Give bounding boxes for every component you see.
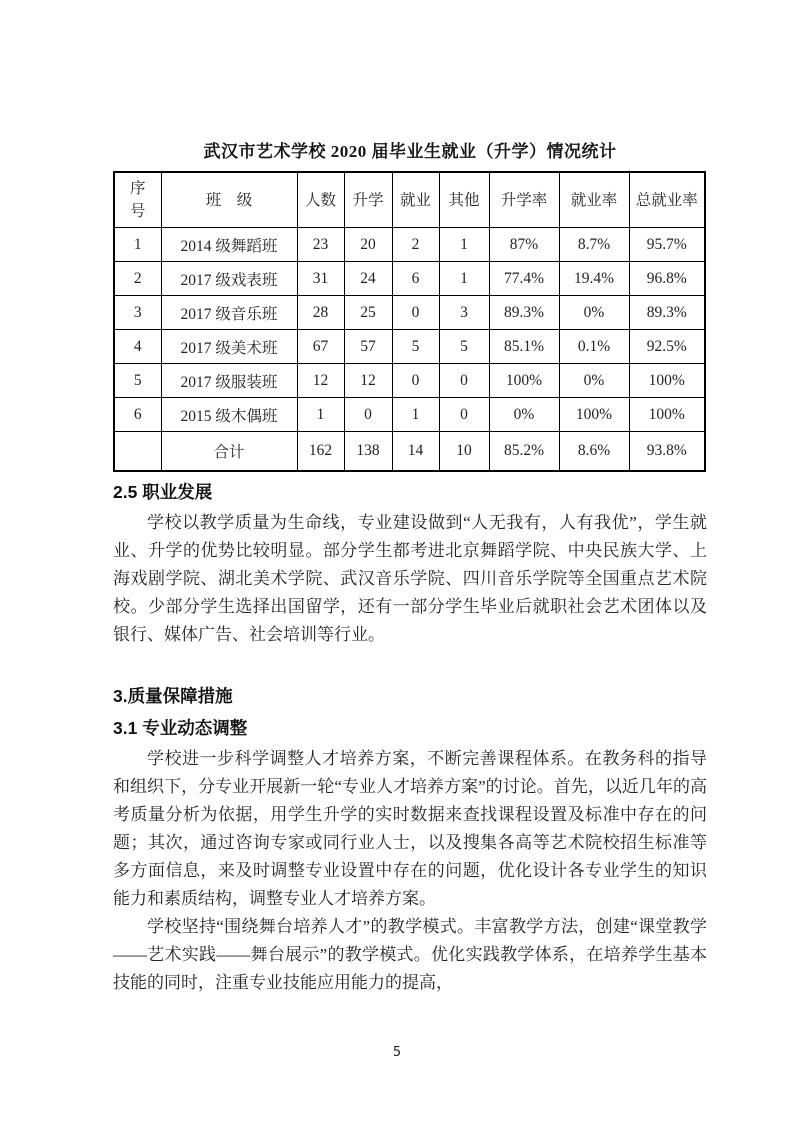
table-cell: 1 [439, 262, 489, 296]
table-row [114, 296, 705, 330]
table-cell: 2017 级戏表班 [161, 262, 297, 296]
table-cell: 89.3% [629, 296, 705, 330]
header-cell: 其他 [439, 172, 489, 228]
table-cell: 0% [559, 296, 629, 330]
table-cell: 100% [629, 398, 705, 432]
table-cell: 77.4% [489, 262, 559, 296]
header-cell: 总就业率 [629, 172, 705, 228]
table-cell: 14 [392, 432, 439, 472]
table-row [114, 262, 705, 296]
paragraph-program-adjustment-2: 学校坚持“围绕舞台培养人才”的教学模式。丰富教学方法，创建“课堂教学——艺术实践——舞台展示”的教学模式。优化实践教学体系，在培养学生基本技能的同时，注重专业技能应用能力的提高， [113, 917, 707, 992]
table-body [114, 228, 705, 472]
table-header-row [114, 172, 705, 228]
table-cell: 67 [297, 330, 344, 364]
table-cell: 24 [344, 262, 392, 296]
table-cell: 2014 级舞蹈班 [161, 228, 297, 262]
page-content [113, 0, 707, 997]
table-row [114, 330, 705, 364]
table-cell: 12 [344, 364, 392, 398]
header-cell: 升学 [344, 172, 392, 228]
table-cell: 6 [392, 262, 439, 296]
table-cell: 2 [114, 262, 161, 296]
table-cell [114, 432, 161, 472]
table-cell: 162 [297, 432, 344, 472]
table-cell: 5 [439, 330, 489, 364]
table-cell: 1 [439, 228, 489, 262]
table-cell: 8.6% [559, 432, 629, 472]
paragraph-career-development: 学校以教学质量为生命线，专业建设做到“人无我有，人有我优”，学生就业、升学的优势比较明显。部分学生都考进北京舞蹈学院、中央民族大学、上海戏剧学院、湖北美术学院、武汉音乐学院、四川音乐学院等全国重点艺术院校。少部分学生选择出国留学，还有一部分学生毕业后就职社会艺术团体以及银行、媒体广告、社会培训等行业。 [113, 513, 707, 644]
header-cell: 人数 [297, 172, 344, 228]
table-cell: 2017 级美术班 [161, 330, 297, 364]
table-cell: 1 [392, 398, 439, 432]
table-cell: 87% [489, 228, 559, 262]
table-cell: 28 [297, 296, 344, 330]
table-cell: 0 [439, 398, 489, 432]
employment-stats-table [113, 171, 706, 472]
table-cell: 合计 [161, 432, 297, 472]
table-cell: 19.4% [559, 262, 629, 296]
table-cell: 20 [344, 228, 392, 262]
header-cell: 就业率 [559, 172, 629, 228]
table-cell: 0 [344, 398, 392, 432]
table-cell: 100% [559, 398, 629, 432]
table-cell: 2 [392, 228, 439, 262]
table-total-row [114, 432, 705, 472]
table-cell: 93.8% [629, 432, 705, 472]
table-cell: 10 [439, 432, 489, 472]
table-cell: 3 [439, 296, 489, 330]
table-cell: 92.5% [629, 330, 705, 364]
table-cell: 2017 级服装班 [161, 364, 297, 398]
table-row [114, 228, 705, 262]
table-cell: 5 [392, 330, 439, 364]
table-cell: 0 [392, 364, 439, 398]
table-cell: 3 [114, 296, 161, 330]
table-cell: 138 [344, 432, 392, 472]
table-title: 武汉市艺术学校 2020 届毕业生就业（升学）情况统计 [203, 142, 617, 161]
header-cell: 班 级 [161, 172, 297, 228]
table-row [114, 364, 705, 398]
section-heading-career-development: 2.5 职业发展 [113, 482, 213, 502]
header-cell: 就业 [392, 172, 439, 228]
table-cell: 8.7% [559, 228, 629, 262]
table-cell: 0% [489, 398, 559, 432]
table-cell: 0% [559, 364, 629, 398]
table-cell: 89.3% [489, 296, 559, 330]
section-heading-quality-assurance: 3.质量保障措施 [113, 686, 233, 706]
page-number: 5 [392, 1045, 402, 1060]
table-cell: 23 [297, 228, 344, 262]
table-cell: 1 [114, 228, 161, 262]
table-cell: 0.1% [559, 330, 629, 364]
table-row [114, 398, 705, 432]
table-cell: 95.7% [629, 228, 705, 262]
table-cell: 85.2% [489, 432, 559, 472]
table-cell: 12 [297, 364, 344, 398]
table-cell: 2015 级木偶班 [161, 398, 297, 432]
table-cell: 100% [629, 364, 705, 398]
table-cell: 0 [392, 296, 439, 330]
table-cell: 2017 级音乐班 [161, 296, 297, 330]
table-cell: 100% [489, 364, 559, 398]
table-cell: 0 [439, 364, 489, 398]
header-cell: 升学率 [489, 172, 559, 228]
table-cell: 25 [344, 296, 392, 330]
table-cell: 1 [297, 398, 344, 432]
table-cell: 4 [114, 330, 161, 364]
header-cell: 序号 [114, 172, 161, 228]
table-cell: 6 [114, 398, 161, 432]
table-cell: 57 [344, 330, 392, 364]
paragraph-program-adjustment-1: 学校进一步科学调整人才培养方案，不断完善课程体系。在教务科的指导和组织下，分专业开展新一轮“专业人才培养方案”的讨论。首先，以近几年的高考质量分析为依据，用学生升学的实时数据来查找课程设置及标准中存在的问题；其次，通过咨询专家或同行业人士，以及搜集各高等艺术院校招生标准等多方面信息，来及时调整专业设置中存在的问题，优化设计各专业学生的知识能力和素质结构，调整专业人才培养方案。 [113, 749, 707, 908]
table-cell: 96.8% [629, 262, 705, 296]
table-cell: 31 [297, 262, 344, 296]
table-cell: 85.1% [489, 330, 559, 364]
table-cell: 5 [114, 364, 161, 398]
section-heading-program-adjustment: 3.1 专业动态调整 [113, 718, 248, 738]
